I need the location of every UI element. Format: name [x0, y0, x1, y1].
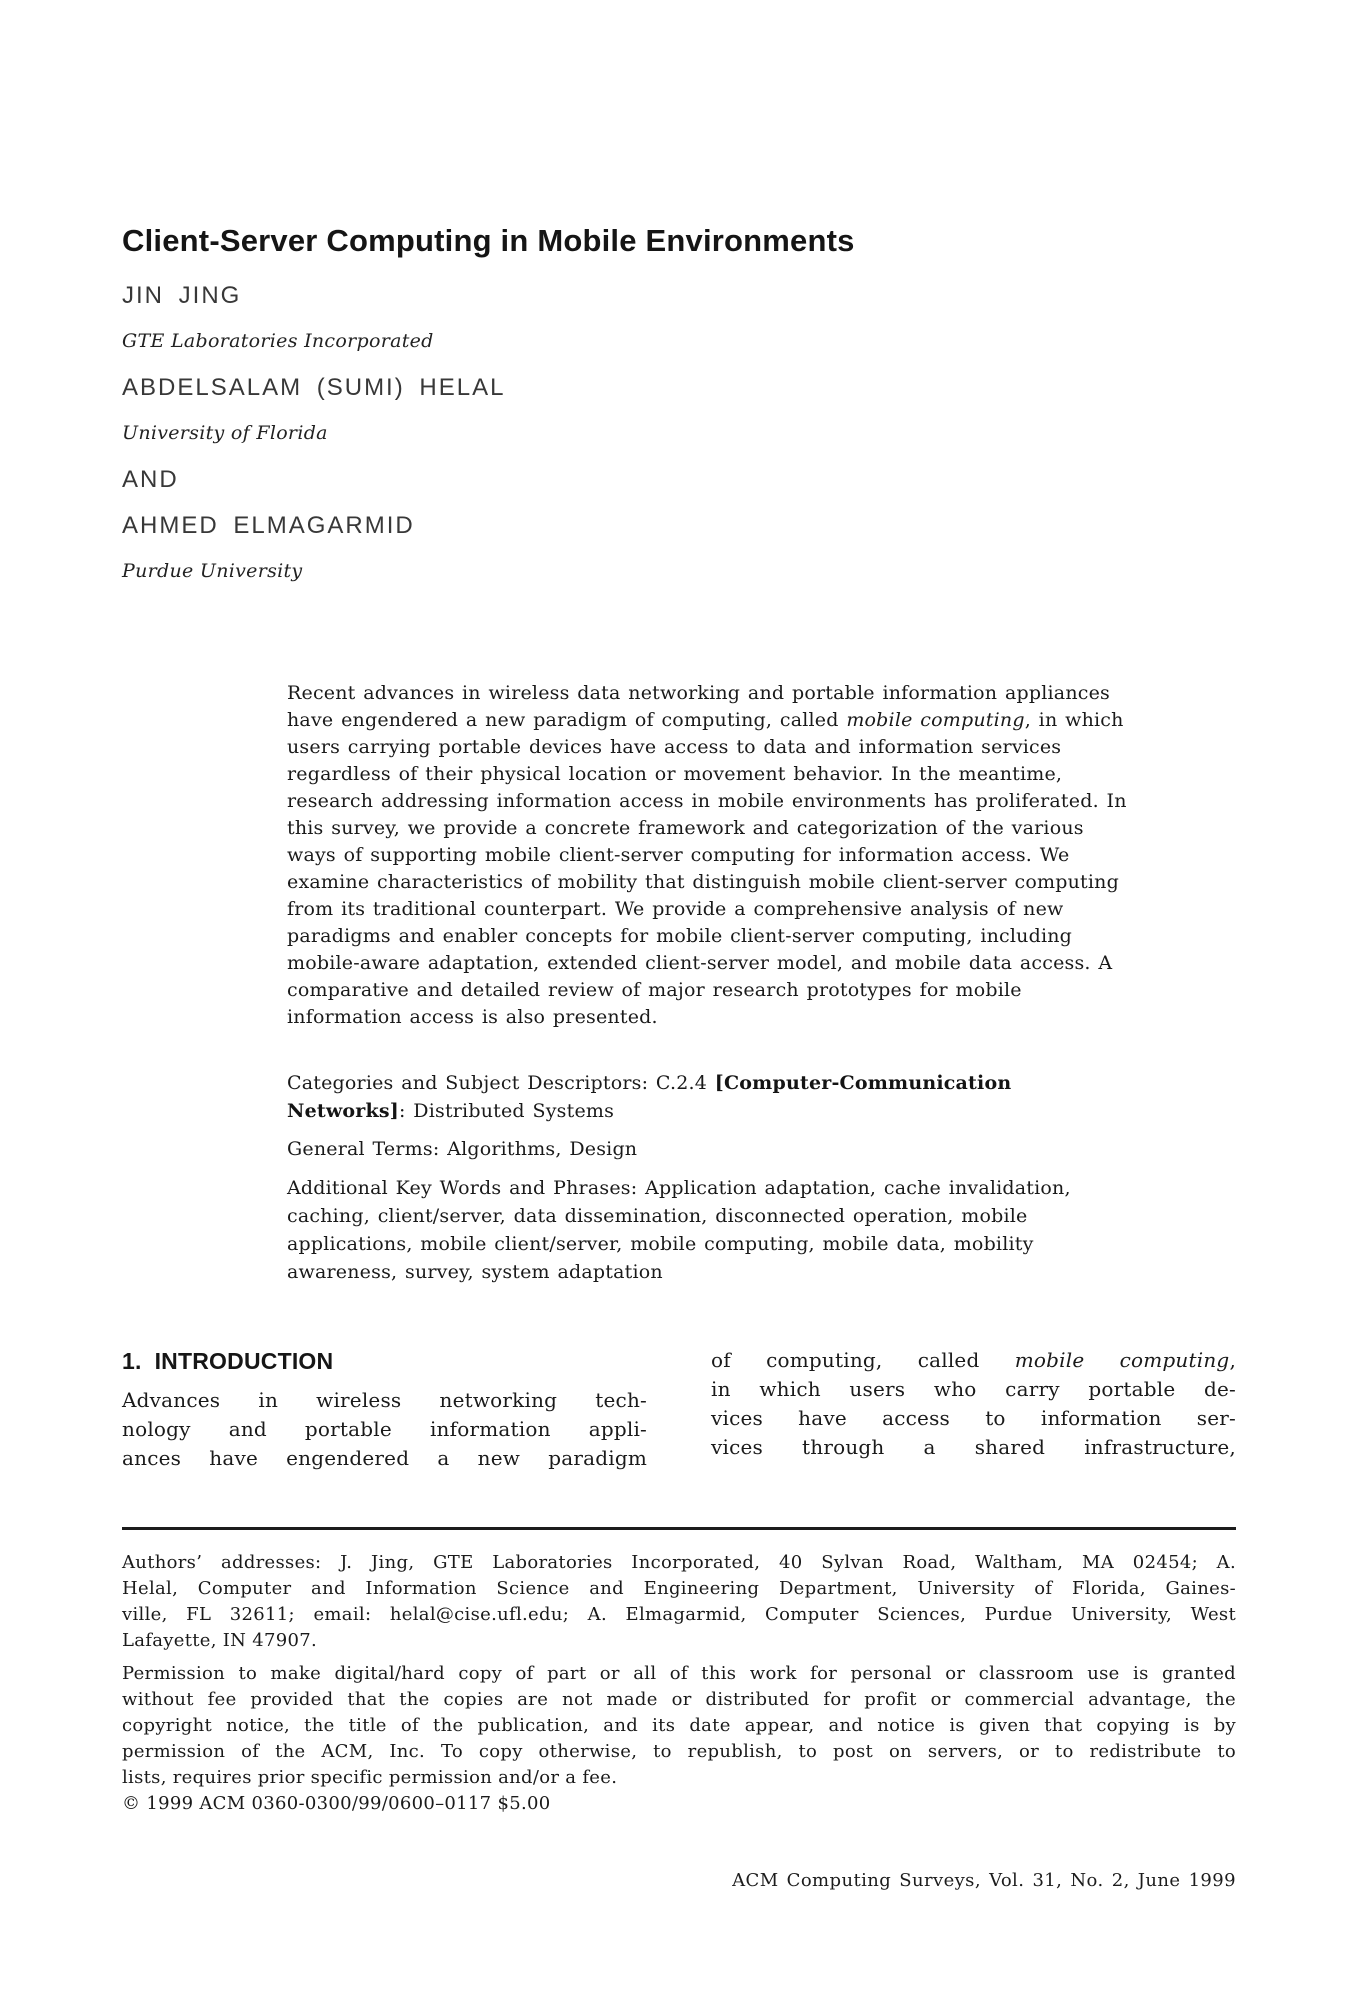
section-number: 1. — [122, 1348, 142, 1374]
footnote-line: without fee provided that the copies are not made or distributed for profit or commercial advantage, the — [122, 1689, 1236, 1710]
abstract-line: comparative and detailed review of major research prototypes for mobile — [287, 979, 1022, 1001]
abstract-line: ways of supporting mobile client-server computing for information access. We — [287, 844, 1070, 866]
abstract-text: , in which — [1024, 709, 1124, 731]
footnote-line: Permission to make digital/hard copy of part or all of this work for personal or classroom use is granted — [122, 1663, 1236, 1684]
footnote-line: Lafayette, IN 47907. — [122, 1630, 318, 1651]
intro-text-line: vices have access to information ser- — [711, 1406, 1236, 1430]
intro-italic-term: mobile computing — [1014, 1348, 1230, 1372]
abstract-italic-term: mobile computing — [846, 709, 1025, 731]
intro-left-column — [122, 1346, 647, 1473]
keywords-line: awareness, survey, system adaptation — [287, 1261, 663, 1283]
footnote-line: lists, requires prior specific permission and/or a fee. — [122, 1767, 618, 1788]
author-name-3: AHMED ELMAGARMID — [122, 512, 415, 539]
abstract-line: from its traditional counterpart. We provide a comprehensive analysis of new — [287, 898, 1064, 920]
author-block — [122, 282, 1236, 584]
keywords-line: caching, client/server, data dissemination, disconnected operation, mobile — [287, 1205, 1028, 1227]
categories-section — [287, 1069, 1187, 1125]
keywords-line: applications, mobile client/server, mobile computing, mobile data, mobility — [287, 1233, 1034, 1255]
footnote-line: copyright notice, the title of the publication, and its date appear, and notice is given that copying is by — [122, 1715, 1236, 1736]
footnote-line: Authors’ addresses: J. Jing, GTE Laboratories Incorporated, 40 Sylvan Road, Waltham, MA 02454; A. — [122, 1552, 1236, 1573]
authors-addresses-note — [122, 1550, 1236, 1654]
abstract-line: users carrying portable devices have access to data and information services — [287, 736, 1062, 758]
intro-text-line: nology and portable information appli- — [122, 1417, 647, 1441]
abstract — [287, 680, 1187, 1031]
author-connector: AND — [122, 466, 179, 493]
categories-line — [287, 1069, 1187, 1097]
categories-text: : Distributed Systems — [398, 1100, 615, 1122]
keywords-section — [287, 1174, 1187, 1286]
keywords-line: Additional Key Words and Phrases: Application adaptation, cache invalidation, — [287, 1177, 1071, 1199]
section-title: INTRODUCTION — [154, 1348, 334, 1374]
author-name-1: JIN JING — [122, 282, 242, 309]
front-matter — [287, 680, 1187, 1286]
intro-right-column — [711, 1346, 1236, 1473]
intro-text: of computing, called — [711, 1348, 1015, 1372]
journal-footer: ACM Computing Surveys, Vol. 31, No. 2, June 1999 — [732, 1870, 1236, 1891]
author-affiliation-2: University of Florida — [122, 422, 328, 444]
footnote-rule — [122, 1527, 1236, 1530]
intro-text-line — [711, 1346, 1236, 1375]
abstract-line: examine characteristics of mobility that distinguish mobile client-server computing — [287, 871, 1119, 893]
intro-text-line: Advances in wireless networking tech- — [122, 1388, 647, 1412]
copyright-line: © 1999 ACM 0360-0300/99/0600–0117 $5.00 — [122, 1793, 551, 1814]
abstract-line: mobile-aware adaptation, extended client-server model, and mobile data access. A — [287, 952, 1113, 974]
author-affiliation-1: GTE Laboratories Incorporated — [122, 330, 434, 352]
abstract-text: have engendered a new paradigm of computing, called — [287, 709, 847, 731]
general-terms: General Terms: Algorithms, Design — [287, 1138, 638, 1160]
footnote-line: Helal, Computer and Information Science and Engineering Department, University of Florida, Gaines- — [122, 1578, 1236, 1599]
section-heading — [122, 1346, 647, 1376]
abstract-line: Recent advances in wireless data networking and portable information appliances — [287, 682, 1110, 704]
paper-title: Client-Server Computing in Mobile Environments — [122, 223, 855, 258]
abstract-line — [287, 707, 1187, 734]
intro-text: , — [1229, 1348, 1236, 1372]
intro-text-line: in which users who carry portable de- — [711, 1377, 1236, 1401]
intro-text-line: ances have engendered a new paradigm — [122, 1446, 647, 1470]
intro-text-line: vices through a shared infrastructure, — [711, 1435, 1236, 1459]
permission-note — [122, 1661, 1236, 1817]
categories-line — [287, 1097, 1187, 1125]
abstract-line: research addressing information access in mobile environments has proliferated. In — [287, 790, 1127, 812]
abstract-line: regardless of their physical location or movement behavior. In the meantime, — [287, 763, 1063, 785]
categories-bold: [Computer-Communication — [714, 1072, 1012, 1094]
footnote-line: ville, FL 32611; email: helal@cise.ufl.edu; A. Elmagarmid, Computer Sciences, Purdue University, West — [122, 1604, 1236, 1625]
introduction-section — [122, 1346, 1236, 1473]
abstract-line: this survey, we provide a concrete framework and categorization of the various — [287, 817, 1084, 839]
categories-bold: Networks] — [287, 1100, 399, 1122]
author-name-2: ABDELSALAM (SUMI) HELAL — [122, 374, 506, 401]
abstract-line: information access is also presented. — [287, 1006, 658, 1028]
categories-text: Categories and Subject Descriptors: C.2.4 — [287, 1072, 715, 1094]
footnote-line: permission of the ACM, Inc. To copy otherwise, to republish, to post on servers, or to redistribute to — [122, 1741, 1236, 1762]
abstract-line: paradigms and enabler concepts for mobile client-server computing, including — [287, 925, 1073, 947]
author-affiliation-3: Purdue University — [122, 560, 303, 582]
